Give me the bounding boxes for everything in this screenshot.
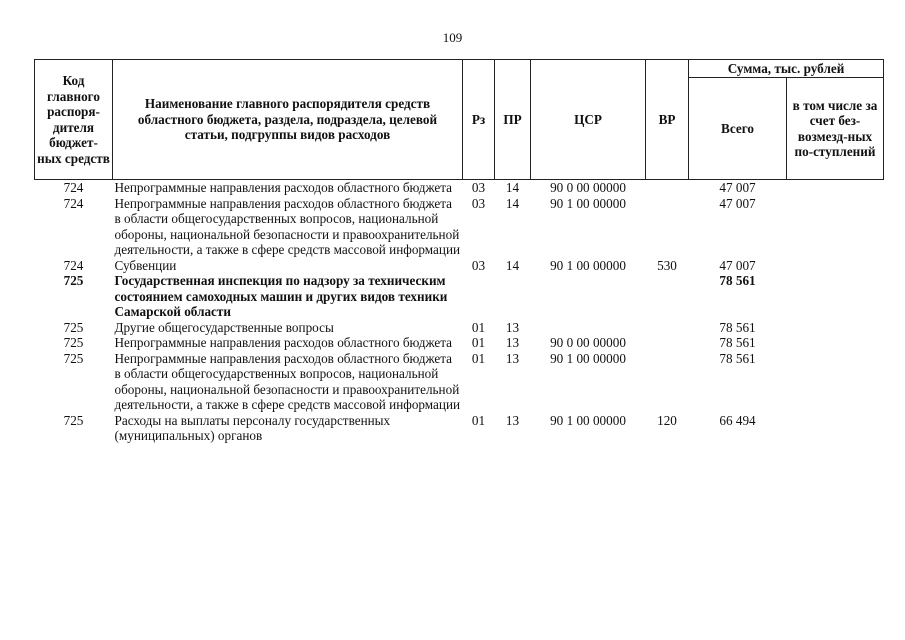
cell-csr: 90 1 00 00000: [550, 412, 626, 428]
cell-total: 47 007: [719, 257, 756, 273]
cell-name: Непрограммные направления расходов областного бюджета в области общегосударственных вопросов, национальной обороны, национальной безопасности и правоохранительной деятельности, а также в сфере средств массовой информации: [114, 195, 461, 257]
cell-code: 725: [63, 273, 84, 288]
cell-incl: [787, 413, 884, 444]
cell-name: Непрограммные направления расходов областного бюджета в области общегосударственных вопросов, национальной обороны, национальной безопасности и правоохранительной деятельности, а также в сфере средств массовой информации: [114, 350, 461, 412]
cell-pr: 14: [505, 195, 520, 211]
cell-incl: [787, 196, 884, 258]
budget-table: [34, 59, 884, 444]
cell-vr: [646, 180, 689, 196]
cell-rz: 01: [471, 412, 486, 428]
cell-code: 724: [63, 180, 84, 195]
cell-name: Непрограммные направления расходов областного бюджета: [114, 180, 453, 195]
cell-code: 725: [63, 319, 84, 335]
cell-name: Субвенции: [114, 257, 177, 273]
header-rz: Рз: [463, 60, 495, 180]
cell-total: 78 561: [719, 335, 756, 350]
cell-total: 78 561: [719, 350, 756, 366]
cell-pr: [495, 273, 531, 320]
cell-name: Расходы на выплаты персоналу государственных (муниципальных) органов: [114, 412, 391, 443]
cell-pr: 13: [505, 350, 520, 366]
cell-pr: 14: [505, 180, 520, 195]
cell-total: 78 561: [719, 319, 756, 335]
cell-code: 725: [63, 335, 84, 350]
cell-csr: 90 1 00 00000: [550, 350, 626, 366]
header-incl: в том числе за счет без-возмезд-ных по-ступлений: [787, 78, 884, 180]
cell-total: 47 007: [719, 180, 756, 195]
cell-total: 47 007: [719, 195, 756, 211]
table-row: [35, 180, 884, 196]
cell-total: 66 494: [719, 412, 756, 428]
header-name: Наименование главного распорядителя средств областного бюджета, раздела, подраздела, целевой статьи, подгруппы видов расходов: [113, 60, 463, 180]
table-row: [35, 258, 884, 274]
cell-csr: [531, 273, 646, 320]
cell-vr: [646, 196, 689, 258]
cell-name: Непрограммные направления расходов областного бюджета: [114, 335, 453, 350]
cell-rz: 01: [471, 335, 486, 350]
header-code: Код главного распоря-дителя бюджет-ных средств: [35, 60, 113, 180]
header-sum-group: Сумма, тыс. рублей: [689, 60, 884, 78]
header-pr: ПР: [495, 60, 531, 180]
cell-code: 725: [63, 350, 84, 366]
cell-rz: 03: [471, 257, 486, 273]
cell-incl: [787, 351, 884, 413]
cell-rz: [463, 273, 495, 320]
cell-incl: [787, 320, 884, 336]
table-row: [35, 335, 884, 351]
cell-pr: 13: [505, 319, 520, 335]
cell-csr: 90 1 00 00000: [550, 195, 626, 211]
cell-vr: 120: [657, 412, 677, 428]
cell-vr: [646, 351, 689, 413]
table-row: [35, 351, 884, 413]
cell-vr: [646, 335, 689, 351]
cell-code: 724: [63, 195, 84, 211]
cell-name: Другие общегосударственные вопросы: [114, 319, 334, 335]
cell-code: 725: [63, 412, 84, 428]
cell-pr: 13: [505, 335, 520, 350]
cell-incl: [787, 335, 884, 351]
cell-pr: 13: [505, 412, 520, 428]
table-body: [35, 180, 884, 444]
page-number: 109: [442, 30, 463, 45]
cell-incl: [787, 273, 884, 320]
cell-incl: [787, 258, 884, 274]
cell-csr: 90 0 00 00000: [550, 335, 626, 350]
cell-vr: 530: [657, 257, 677, 273]
table-row: [35, 196, 884, 258]
cell-csr: 90 0 00 00000: [550, 180, 626, 195]
cell-rz: 03: [471, 195, 486, 211]
table-row: [35, 413, 884, 444]
table-header: [35, 60, 884, 180]
header-vr: ВР: [646, 60, 689, 180]
cell-csr: [531, 320, 646, 336]
cell-name: Государственная инспекция по надзору за техническим состоянием самоходных машин и других видов техники Самарской области: [114, 273, 448, 319]
table-row: [35, 273, 884, 320]
cell-rz: 01: [471, 319, 486, 335]
cell-total: 78 561: [719, 273, 756, 288]
header-csr: ЦСР: [531, 60, 646, 180]
cell-rz: 01: [471, 350, 486, 366]
table-row: [35, 320, 884, 336]
cell-csr: 90 1 00 00000: [550, 257, 626, 273]
cell-vr: [646, 320, 689, 336]
cell-pr: 14: [505, 257, 520, 273]
header-total: Всего: [689, 78, 787, 180]
cell-rz: 03: [471, 180, 486, 195]
cell-vr: [646, 273, 689, 320]
cell-incl: [787, 180, 884, 196]
cell-code: 724: [63, 257, 84, 273]
